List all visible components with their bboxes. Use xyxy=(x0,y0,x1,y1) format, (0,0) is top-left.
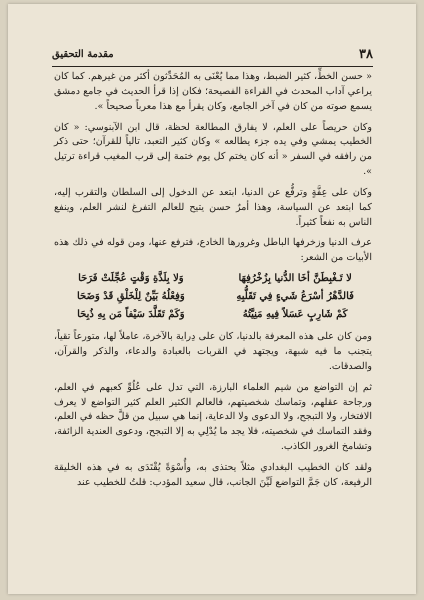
paragraph-humility: ثم إن التواضع من شيم العلماء البارزة، التي تدل على عُلُوِّ كعبهم في العلم، ورجاحة عقلهم، وتماسك شخصيتهم، فالعالم الكثير العلم كثير التواضع لا يعرف الافتخار، ولا التبجح، ولا الدعوى ولا الدعاية، إنما هي سبيل من قلَّ حظه في العلم، وفقد التماسك في شخصيته، فلا يجد ما يُدْلِي به إلا التبجح، ودعوى العندية الزائفة، وتشامخ الغرور الكاذب. xyxy=(54,381,372,453)
book-page xyxy=(8,4,416,594)
verse-line xyxy=(58,288,368,306)
page-body xyxy=(54,70,372,491)
paragraph-devotion: وكان حريصاً على العلم، لا يفارق المطالعة لحظة، قال ابن الآبنوسي: « كان الخطيب يمشي وفي يده جزء يطالعه » وكان كثير التعبد، تالياً للقرآن؛ حتى ذكر من رافقه في السفر « أنه كان يختم كل يوم ختمة إلى قرب المغيب قراءة ترتيل ». xyxy=(54,121,372,178)
page-header xyxy=(52,46,373,67)
paragraph-chastity: وكان على عِفَّةٍ وترفُّع عن الدنيا، ابتعد عن الدخول إلى السلطان والتقرب إليه، كما ابتعد عن السياسة، وهذا أمرٌ حسن يتيح للعالم التفرغ لنشر العلم، وينفع الناس به نفعاً كثيراً. xyxy=(54,186,372,228)
verse-second-hemistich: وَلا بِلَذَّةِ وَقْتٍ عُجِّلَتْ فَرَحَا xyxy=(78,273,184,285)
section-title: مقدمة التحقيق xyxy=(52,49,114,60)
paragraph-poem-intro: عرف الدنيا وزخرفها الباطل وغرورها الخادع، فترفع عنها، ومن قوله في ذلك هذه الأبيات من الشعر: xyxy=(54,237,372,264)
verse-first-hemistich: فَالدَّهْرُ أسْرَعُ شَيءٍ فِي تَقَلُّبِهِ xyxy=(236,291,354,303)
verse-line xyxy=(58,270,368,288)
page-number: ٣٨ xyxy=(359,47,373,62)
poem-verses xyxy=(58,270,368,324)
paragraph-piety: ومن كان على هذه المعرفة بالدنيا، كان على دِراية بالآخرة، عاملاً لها، متورعاً تقياً، يتجنب ما فيه شبهة، ويجتهد في القربات بالعبادة والدعاء، والذكر والقرآن، والصدقات. xyxy=(54,331,372,372)
paragraph-handwriting: « حسن الخطِّ، كثير الضبط، وهذا مما يُعْنَى به المُحَدِّثون أكثر من غيرهم. كما كان يراعي آداب المحدث في القراءة الفصيحة؛ فكان إذا قرأ الحديث في جامع دمشق يسمع صوته من كان في آخر الجامع، وكان يقرأ مع هذا معرباً صحيحاً ». xyxy=(54,71,372,112)
verse-line xyxy=(58,306,368,324)
verse-first-hemistich: كَمْ شَارِبٍ عَسَلاً فِيهِ مَنِيَّتُهُ xyxy=(242,309,348,321)
verse-second-hemistich: وَفِعْلُهُ بَيِّنٌ لِلْخَلْقِ قَدْ وَضَحَا xyxy=(76,291,185,303)
verse-first-hemistich: لا تَـغْبِطَنَّ أخَا الدُّنيا بِزُخْرُفِهَا xyxy=(238,273,352,285)
verse-second-hemistich: وَكَمْ تَقَلَّدَ سَيْفاً مَن بِهِ ذُبِحَا xyxy=(77,309,185,321)
paragraph-example: ولقد كان الخطيب البغدادي مثلاً يحتذى به، وأُسْوَةً يُقْتَدَى به في هذه الخليقة الرفيعة، كان جَمَّ التواضع لَيِّنَ الجانب، قال سعيد المؤدب: قلتُ للخطيب عند xyxy=(54,461,372,488)
